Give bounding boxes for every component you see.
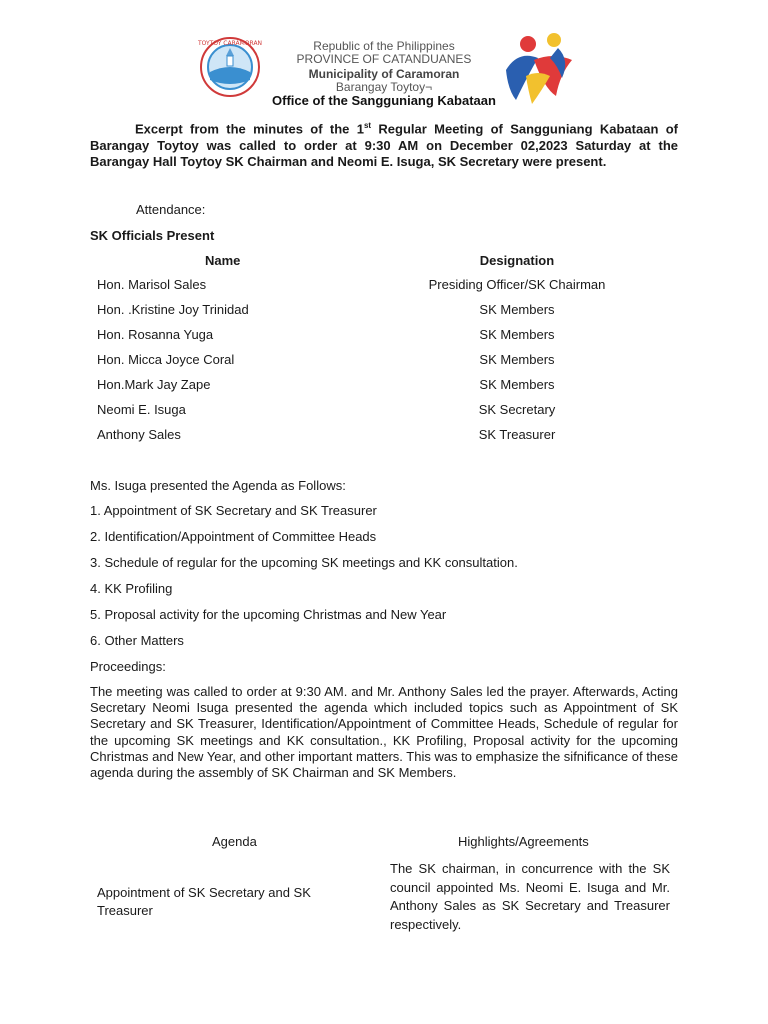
intro-text-part1: Excerpt from the minutes of the 1 — [135, 121, 364, 137]
official-designation: Presiding Officer/SK Chairman — [428, 277, 606, 292]
highlights-row-highlight: The SK chairman, in concurrence with the SK council appointed Ms. Neomi E. Isuga and Mr. Anthony Sales as SK Secretary and Treasurer respectively. — [390, 861, 670, 932]
header-republic: Republic of the Philippines — [313, 39, 455, 53]
highlights-row-agenda: Appointment of SK Secretary and SK Treasurer — [97, 885, 311, 918]
official-designation: SK Treasurer — [478, 427, 556, 442]
highlights-col-highlights: Highlights/Agreements — [458, 834, 589, 849]
agenda-item: 4. KK Profiling — [90, 581, 173, 596]
agenda-item: 6. Other Matters — [90, 633, 184, 648]
official-designation: SK Members — [479, 352, 555, 367]
officials-col-designation: Designation — [479, 253, 555, 268]
officials-col-name: Name — [205, 253, 241, 268]
official-name: Hon.Mark Jay Zape — [97, 377, 211, 392]
officials-heading: SK Officials Present — [90, 228, 215, 243]
official-designation: SK Members — [479, 302, 555, 317]
intro-text-part2: Regular Meeting of Sangguniang Kabataan of Barangay Toytoy was called to order at 9:30 AM on December 02,2023 Saturday at the Barangay Hall Toytoy SK Chairman and Neomi E. Isuga, SK Secretary were present. — [90, 121, 679, 170]
proceedings-paragraph: The meeting was called to order at 9:30 AM. and Mr. Anthony Sales led the prayer. Afterwards, Acting Secretary Neomi Isuga presented the agenda which included topics such as Appointment of SK Secretary and SK Treasurer, Identification/Appointment of Committee Heads, Schedule of regular for the upcoming SK meetings and KK consultation., KK Profiling, Proposal activity for the upcoming Christmas and New Year, and other important matters. This was to emphasize the sifnificance of these agenda during the assembly of SK Chairman and SK Members. — [90, 684, 678, 781]
agenda-item: 1. Appointment of SK Secretary and SK Treasurer — [90, 503, 377, 518]
agenda-item: 3. Schedule of regular for the upcoming SK meetings and KK consultation. — [90, 555, 518, 570]
agenda-item: 5. Proposal activity for the upcoming Christmas and New Year — [90, 607, 447, 622]
official-designation: SK Secretary — [478, 402, 556, 417]
header-barangay: Barangay Toytoy¬ — [335, 80, 433, 94]
official-name: Hon. Rosanna Yuga — [97, 327, 214, 342]
office-title: Office of the Sangguniang Kabataan — [272, 93, 496, 108]
attendance-label: Attendance: — [136, 202, 206, 217]
proceedings-label: Proceedings: — [90, 659, 166, 674]
official-designation: SK Members — [479, 377, 555, 392]
highlights-col-agenda: Agenda — [212, 834, 257, 849]
official-name: Hon. .Kristine Joy Trinidad — [97, 302, 249, 317]
official-name: Hon. Marisol Sales — [97, 277, 207, 292]
intro-superscript: st — [363, 121, 372, 130]
header-province: PROVINCE OF CATANDUANES — [296, 52, 472, 66]
official-designation: SK Members — [479, 327, 555, 342]
official-name: Anthony Sales — [97, 427, 181, 442]
official-name: Hon. Micca Joyce Coral — [97, 352, 235, 367]
agenda-intro: Ms. Isuga presented the Agenda as Follows: — [90, 478, 346, 493]
intro-paragraph — [90, 118, 678, 171]
svg-text:TOYTOY CARAMORAN: TOYTOY CARAMORAN — [197, 40, 263, 47]
official-name: Neomi E. Isuga — [97, 402, 186, 417]
header-municipality: Municipality of Caramoran — [308, 67, 460, 81]
agenda-item: 2. Identification/Appointment of Committee Heads — [90, 529, 377, 544]
